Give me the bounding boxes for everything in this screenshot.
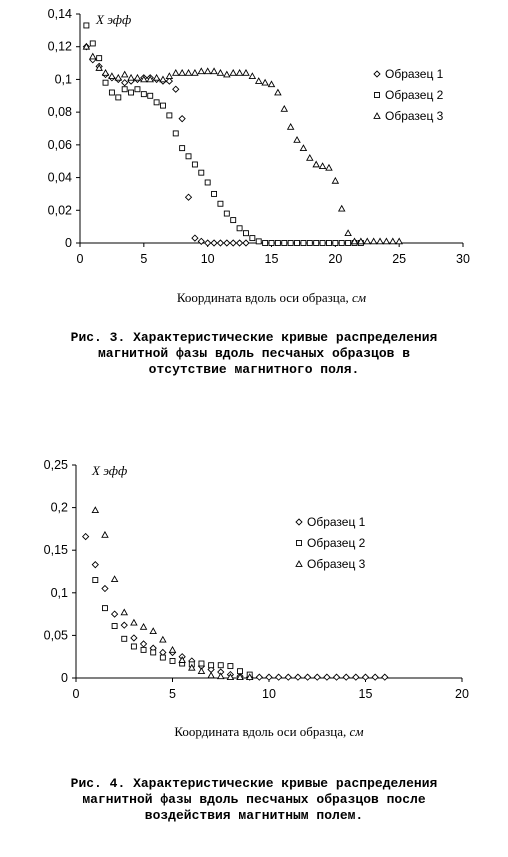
- data-point-square: [320, 241, 325, 246]
- data-point-triangle: [396, 238, 402, 243]
- x-axis-label: [174, 724, 363, 739]
- data-point-square: [224, 211, 229, 216]
- data-point-diamond: [102, 586, 108, 592]
- figure-4-plot: [0, 450, 508, 750]
- data-point-square: [103, 80, 108, 85]
- legend-entry: Образец 1: [307, 515, 366, 529]
- data-point-square: [192, 162, 197, 167]
- data-point-triangle: [211, 68, 217, 73]
- data-point-square: [90, 41, 95, 46]
- x-tick-label: 0: [72, 687, 80, 701]
- data-point-square: [180, 146, 185, 151]
- data-point-diamond: [353, 674, 359, 680]
- series-2: [84, 23, 363, 246]
- data-point-triangle: [313, 161, 319, 166]
- y-tick-label: 0,04: [47, 170, 72, 185]
- data-point-diamond: [276, 674, 282, 680]
- data-point-diamond: [160, 649, 166, 655]
- figure-3-plot: [0, 0, 508, 310]
- legend-entry: Образец 3: [385, 109, 444, 123]
- legend-marker-square: [297, 541, 302, 546]
- data-point-triangle: [141, 624, 147, 629]
- data-point-diamond: [83, 534, 89, 540]
- data-point-triangle: [332, 178, 338, 183]
- data-point-triangle: [103, 70, 109, 75]
- data-point-square: [231, 218, 236, 223]
- x-axis-label: [177, 290, 366, 305]
- data-point-square: [116, 95, 121, 100]
- data-point-square: [256, 239, 261, 244]
- data-point-square: [151, 650, 156, 655]
- data-point-diamond: [217, 240, 223, 246]
- data-point-square: [250, 236, 255, 241]
- data-point-square: [263, 241, 268, 246]
- data-point-diamond: [314, 674, 320, 680]
- legend-marker-diamond: [296, 519, 302, 525]
- data-point-diamond: [334, 674, 340, 680]
- legend-entry: Образец 3: [307, 557, 366, 571]
- legend-marker-triangle: [374, 113, 380, 118]
- data-point-square: [199, 661, 204, 666]
- data-point-triangle: [121, 609, 127, 614]
- y-axis-label: X эфф: [96, 12, 132, 27]
- x-axis-label-text: Координата вдоль оси образца,: [176, 290, 353, 305]
- series-3: [83, 44, 402, 244]
- data-point-triangle: [198, 668, 204, 673]
- data-point-diamond: [256, 674, 262, 680]
- data-point-square: [346, 241, 351, 246]
- data-point-triangle: [179, 70, 185, 75]
- data-point-diamond: [205, 240, 211, 246]
- data-point-triangle: [173, 70, 179, 75]
- x-tick-label: 15: [358, 687, 373, 701]
- x-tick-label: 5: [140, 252, 148, 266]
- data-point-triangle: [208, 672, 214, 677]
- data-point-triangle: [383, 238, 389, 243]
- data-point-triangle: [131, 620, 137, 625]
- data-point-square: [102, 606, 107, 611]
- data-point-diamond: [243, 240, 249, 246]
- data-point-diamond: [363, 674, 369, 680]
- data-point-triangle: [112, 576, 118, 581]
- data-point-square: [167, 113, 172, 118]
- y-tick-label: 0,15: [43, 543, 68, 558]
- data-point-triangle: [186, 70, 192, 75]
- data-point-diamond: [186, 194, 192, 200]
- data-point-square: [212, 191, 217, 196]
- y-tick-label: 0,1: [54, 72, 72, 87]
- data-point-square: [228, 664, 233, 669]
- data-point-triangle: [294, 137, 300, 142]
- x-tick-label: 20: [328, 252, 343, 266]
- data-point-triangle: [160, 76, 166, 81]
- data-point-triangle: [109, 73, 115, 78]
- data-point-diamond: [192, 235, 198, 241]
- data-point-square: [109, 90, 114, 95]
- data-point-diamond: [173, 86, 179, 92]
- data-point-diamond: [141, 641, 147, 647]
- x-axis-label-text: Координата вдоль оси образца,: [174, 724, 350, 739]
- legend-entry: Образец 1: [385, 67, 444, 81]
- data-point-diamond: [131, 635, 137, 641]
- data-point-diamond: [305, 674, 311, 680]
- data-point-square: [84, 23, 89, 28]
- data-point-triangle: [307, 155, 313, 160]
- series-2: [93, 578, 252, 678]
- data-point-square: [218, 201, 223, 206]
- data-point-triangle: [230, 70, 236, 75]
- data-point-triangle: [275, 90, 281, 95]
- data-point-triangle: [115, 75, 121, 80]
- y-tick-label: 0,02: [47, 203, 72, 218]
- data-point-diamond: [295, 674, 301, 680]
- data-point-square: [122, 636, 127, 641]
- data-point-square: [135, 87, 140, 92]
- data-point-square: [112, 624, 117, 629]
- x-tick-label: 20: [455, 687, 469, 701]
- data-point-triangle: [192, 70, 198, 75]
- data-point-triangle: [339, 206, 345, 211]
- data-point-square: [275, 241, 280, 246]
- legend-marker-diamond: [374, 71, 380, 77]
- x-tick-label: 0: [76, 252, 84, 266]
- x-tick-label: 5: [169, 687, 176, 701]
- data-point-diamond: [372, 674, 378, 680]
- figure-4-chart: [0, 450, 508, 750]
- figure-3-caption: Рис. 3. Характеристические кривые распределения магнитной фазы вдоль песчаных образцов в отсутствие магнитного поля.: [70, 330, 438, 377]
- data-point-square: [148, 93, 153, 98]
- data-point-square: [141, 647, 146, 652]
- data-point-diamond: [179, 116, 185, 122]
- x-tick-label: 25: [392, 252, 407, 266]
- data-point-diamond: [92, 562, 98, 568]
- x-axis-label-unit: см: [349, 724, 364, 739]
- data-point-triangle: [256, 78, 262, 83]
- data-point-diamond: [112, 611, 118, 617]
- data-point-triangle: [300, 145, 306, 150]
- data-point-triangle: [90, 54, 96, 59]
- data-point-triangle: [326, 165, 332, 170]
- data-point-square: [160, 655, 165, 660]
- data-point-square: [199, 170, 204, 175]
- data-point-triangle: [198, 68, 204, 73]
- y-tick-label: 0: [65, 236, 72, 250]
- y-tick-label: 0,2: [50, 500, 68, 515]
- data-point-triangle: [377, 238, 383, 243]
- data-point-triangle: [224, 72, 230, 77]
- data-point-square: [282, 241, 287, 246]
- data-point-triangle: [243, 70, 249, 75]
- data-point-square: [295, 241, 300, 246]
- data-point-square: [154, 100, 159, 105]
- data-point-square: [131, 644, 136, 649]
- data-point-square: [288, 241, 293, 246]
- x-tick-label: 30: [456, 252, 470, 266]
- data-point-square: [218, 663, 223, 668]
- data-point-triangle: [262, 80, 268, 85]
- y-tick-label: 0,06: [47, 137, 72, 152]
- data-point-diamond: [266, 674, 272, 680]
- x-tick-label: 15: [264, 252, 279, 266]
- data-point-triangle: [320, 163, 326, 168]
- y-tick-label: 0: [61, 671, 68, 685]
- data-point-diamond: [237, 240, 243, 246]
- legend-entry: Образец 2: [307, 536, 366, 550]
- y-tick-label: 0,14: [47, 7, 72, 21]
- y-tick-label: 0,25: [43, 458, 68, 472]
- data-point-square: [333, 241, 338, 246]
- data-point-square: [97, 56, 102, 61]
- figure-4-caption: Рис. 4. Характеристические кривые распределения магнитной фазы вдоль песчаных образцов после воздействия магнитным полем.: [70, 776, 438, 823]
- data-point-diamond: [230, 240, 236, 246]
- data-point-triangle: [150, 628, 156, 633]
- y-axis-label: X эфф: [92, 463, 128, 478]
- data-point-square: [243, 231, 248, 236]
- data-point-diamond: [224, 240, 230, 246]
- data-point-triangle: [134, 75, 140, 80]
- y-tick-label: 0,05: [43, 628, 68, 643]
- data-point-triangle: [122, 72, 128, 77]
- data-point-square: [269, 241, 274, 246]
- data-point-triangle: [237, 70, 243, 75]
- data-point-square: [307, 241, 312, 246]
- data-point-diamond: [324, 674, 330, 680]
- data-point-triangle: [92, 507, 98, 512]
- data-point-diamond: [211, 240, 217, 246]
- data-point-square: [339, 241, 344, 246]
- y-tick-label: 0,12: [47, 39, 72, 54]
- data-point-triangle: [288, 124, 294, 129]
- series-1: [83, 534, 388, 681]
- x-axis-label-unit: см: [352, 290, 367, 305]
- data-point-square: [238, 669, 243, 674]
- data-point-square: [141, 92, 146, 97]
- data-point-triangle: [249, 73, 255, 78]
- data-point-triangle: [364, 238, 370, 243]
- data-point-square: [93, 578, 98, 583]
- figure-3-chart: [0, 0, 508, 310]
- x-tick-label: 10: [262, 687, 276, 701]
- data-point-triangle: [281, 106, 287, 111]
- data-point-triangle: [218, 673, 224, 678]
- x-tick-label: 10: [200, 252, 215, 266]
- data-point-triangle: [390, 238, 396, 243]
- data-point-diamond: [121, 622, 127, 628]
- data-point-triangle: [166, 73, 172, 78]
- data-point-triangle: [345, 230, 351, 235]
- data-point-triangle: [128, 75, 134, 80]
- data-point-triangle: [102, 532, 108, 537]
- data-point-square: [326, 241, 331, 246]
- y-tick-label: 0,1: [50, 585, 68, 600]
- data-point-diamond: [285, 674, 291, 680]
- data-point-square: [205, 180, 210, 185]
- y-tick-label: 0,08: [47, 105, 72, 120]
- data-point-square: [186, 154, 191, 159]
- data-point-triangle: [217, 70, 223, 75]
- data-point-square: [301, 241, 306, 246]
- legend-entry: Образец 2: [385, 88, 444, 102]
- data-point-triangle: [205, 68, 211, 73]
- data-point-square: [173, 131, 178, 136]
- data-point-square: [170, 658, 175, 663]
- data-point-square: [314, 241, 319, 246]
- legend-marker-square: [375, 93, 380, 98]
- data-point-triangle: [160, 637, 166, 642]
- data-point-diamond: [122, 80, 128, 86]
- data-point-square: [160, 103, 165, 108]
- legend-marker-triangle: [296, 561, 302, 566]
- data-point-triangle: [154, 75, 160, 80]
- data-point-square: [122, 87, 127, 92]
- data-point-square: [237, 226, 242, 231]
- data-point-diamond: [343, 674, 349, 680]
- data-point-square: [129, 90, 134, 95]
- data-point-triangle: [170, 647, 176, 652]
- data-point-triangle: [371, 238, 377, 243]
- data-point-square: [209, 663, 214, 668]
- data-point-diamond: [382, 674, 388, 680]
- data-point-triangle: [269, 81, 275, 86]
